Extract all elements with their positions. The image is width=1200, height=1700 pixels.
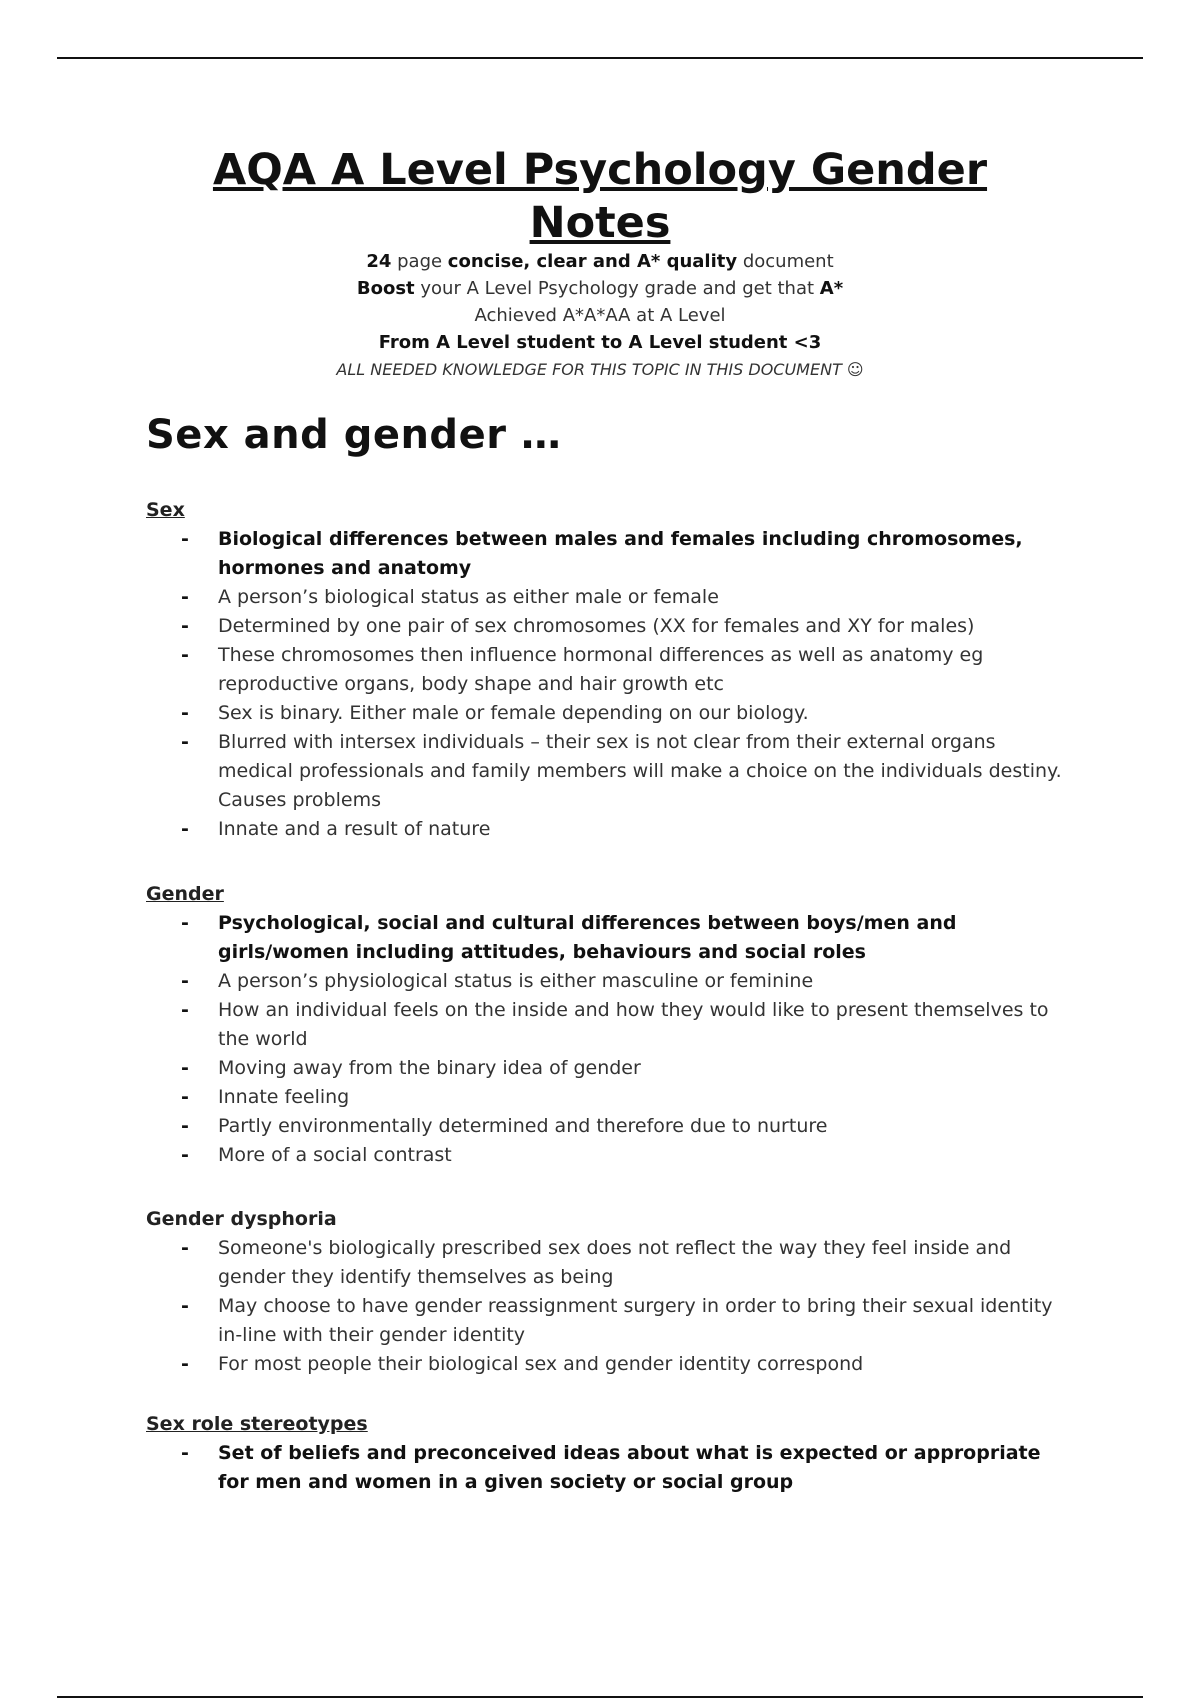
title-line-2: Notes — [529, 198, 671, 248]
list-item: - Psychological, social and cultural differences between boys/men and girls/women including attitudes, behaviours and social roles — [146, 909, 1076, 967]
section-title-gender: Gender — [146, 883, 224, 905]
section-title-sex: Sex — [146, 499, 185, 521]
list-item: - A person’s biological status as either male or female — [146, 583, 1076, 612]
intro-line-4 — [0, 329, 1200, 356]
gender-list — [146, 909, 1076, 1170]
list-item: - Partly environmentally determined and therefore due to nurture — [146, 1112, 1076, 1141]
list-item: - Blurred with intersex individuals – their sex is not clear from their external organs medical professionals and family members will make a choice on the individuals destiny. Causes problems — [146, 728, 1076, 815]
intro-text: document — [737, 251, 834, 272]
stereotypes-list — [146, 1439, 1076, 1497]
intro-boost: Boost — [356, 278, 415, 299]
section-title-stereotypes: Sex role stereotypes — [146, 1413, 368, 1435]
footer-rule — [57, 1696, 1143, 1698]
intro-line-5: ALL NEEDED KNOWLEDGE FOR THIS TOPIC IN THIS DOCUMENT ☺ — [336, 360, 864, 379]
intro-grade: A* — [819, 278, 844, 299]
list-item: - Sex is binary. Either male or female depending on our biology. — [146, 699, 1076, 728]
list-item: - Innate and a result of nature — [146, 815, 1076, 844]
section-gender-dysphoria — [146, 1205, 1076, 1379]
dysphoria-list — [146, 1234, 1076, 1379]
section-sex-role-stereotypes — [146, 1410, 1076, 1497]
intro-text: your A Level Psychology grade and get that — [414, 278, 820, 299]
list-item: - Set of beliefs and preconceived ideas about what is expected or appropriate for men and women in a given society or social group — [146, 1439, 1076, 1497]
section-gender — [146, 880, 1076, 1170]
document-title — [0, 144, 1200, 250]
list-item: - For most people their biological sex and gender identity correspond — [146, 1350, 1076, 1379]
sex-list — [146, 525, 1076, 844]
list-item: - Determined by one pair of sex chromosomes (XX for females and XY for males) — [146, 612, 1076, 641]
list-item: - Someone's biologically prescribed sex does not reflect the way they feel inside and gender they identify themselves as being — [146, 1234, 1076, 1292]
intro-line-1 — [0, 248, 1200, 275]
section-sex — [146, 496, 1076, 844]
intro-tagline: From A Level student to A Level student <3 — [378, 332, 822, 353]
intro-quality: concise, clear and A* quality — [447, 251, 738, 272]
list-item: - More of a social contrast — [146, 1141, 1076, 1170]
intro-block — [0, 248, 1200, 383]
title-line-1: AQA A Level Psychology Gender — [212, 145, 988, 195]
list-item: - Biological differences between males and females including chromosomes, hormones and anatomy — [146, 525, 1076, 583]
section-title-dysphoria: Gender dysphoria — [146, 1208, 337, 1230]
list-item: - Innate feeling — [146, 1083, 1076, 1112]
list-item: - These chromosomes then influence hormonal differences as well as anatomy eg reproductive organs, body shape and hair growth etc — [146, 641, 1076, 699]
section-heading: Sex and gender … — [146, 412, 562, 458]
intro-text: page — [391, 251, 448, 272]
list-item: - May choose to have gender reassignment surgery in order to bring their sexual identity in-line with their gender identity — [146, 1292, 1076, 1350]
intro-line-2 — [0, 275, 1200, 302]
intro-line-3: Achieved A*A*AA at A Level — [474, 305, 726, 326]
list-item: - Moving away from the binary idea of gender — [146, 1054, 1076, 1083]
header-rule — [57, 57, 1143, 59]
intro-page-count: 24 — [366, 251, 392, 272]
list-item: - How an individual feels on the inside and how they would like to present themselves to the world — [146, 996, 1076, 1054]
list-item: - A person’s physiological status is either masculine or feminine — [146, 967, 1076, 996]
